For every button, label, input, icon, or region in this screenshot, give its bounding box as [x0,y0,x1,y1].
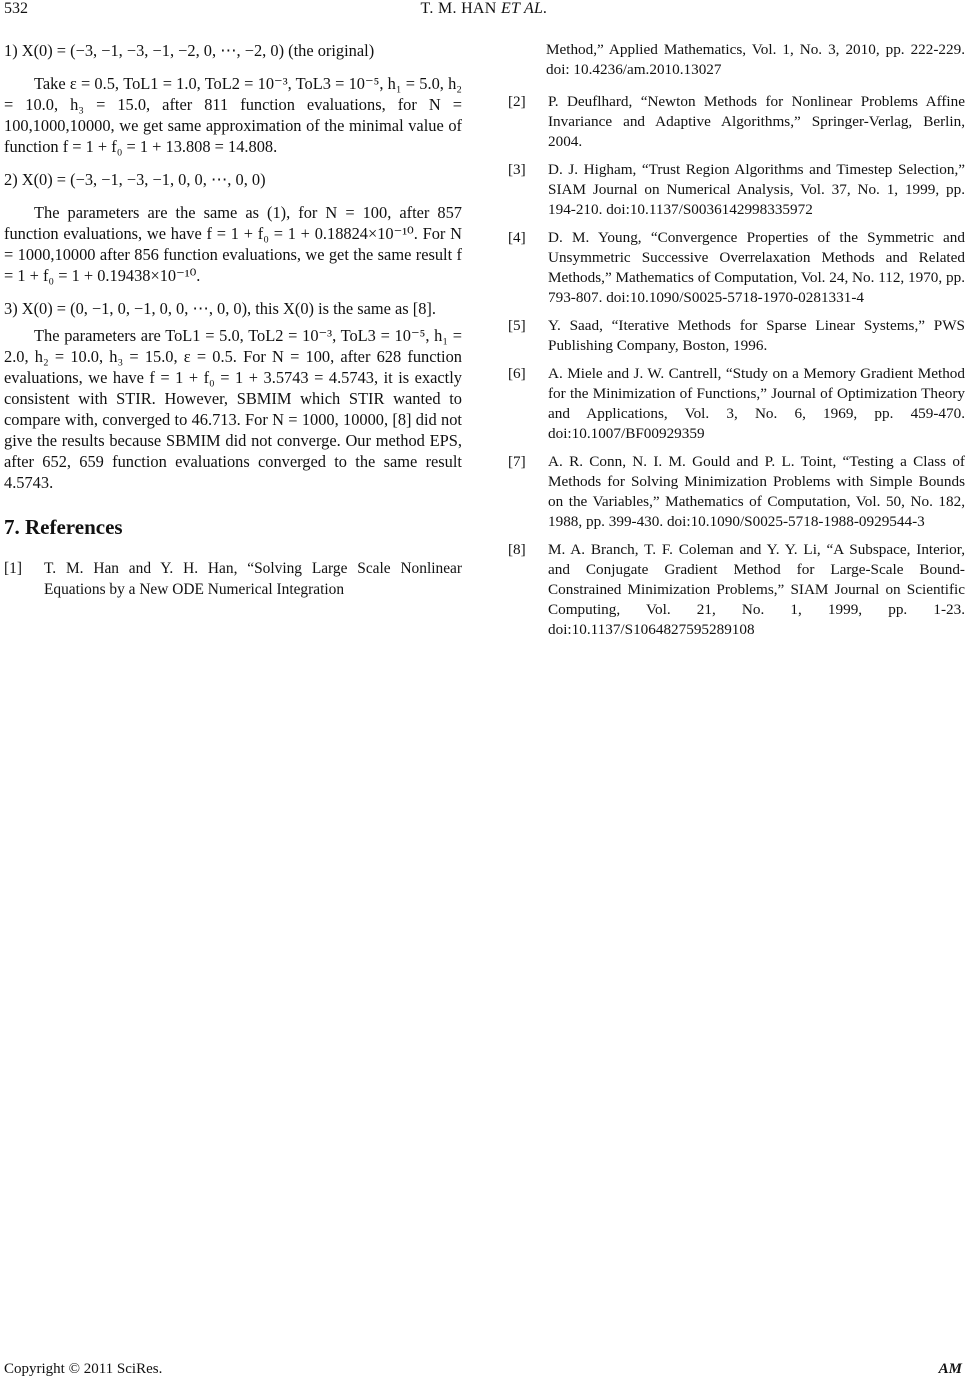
reference-number: [7] [508,453,526,470]
reference-item [508,92,965,152]
reference-item [508,160,965,220]
section-title-references: 7. References [4,515,123,539]
reference-number: [3] [508,161,526,178]
reference-number: [2] [508,93,526,110]
reference-number: [5] [508,317,526,334]
reference-item [4,558,462,600]
reference-continuation: Method,” Applied Mathematics, Vol. 1, No. 3, 2010, pp. 222-229. doi: 10.4236/am.2010.13027 [546,41,965,78]
running-head [0,0,968,18]
reference-text: D. M. Young, “Convergence Properties of the Symmetric and Unsymmetric Successive Overrelaxation Methods and Related Methods,” Mathematics of Computation, Vol. 24, No. 112, 1970, pp. 793-807. doi:10.1090/S0025-5718-1970-0281331-4 [548,229,965,306]
initial-point-eq-2: 2) X(0) = (−3, −1, −3, −1, 0, 0, ⋯, 0, 0) [4,170,266,189]
running-head-authors: T. M. HAN [420,0,497,17]
running-head-etal: ET AL. [500,0,548,17]
left-column [4,40,462,612]
reference-text: P. Deuflhard, “Newton Methods for Nonlinear Problems Affine Invariance and Adaptive Algorithms,” Springer-Verlag, Berlin, 2004. [548,93,965,150]
initial-point-eq-1: 1) X(0) = (−3, −1, −3, −1, −2, 0, ⋯, −2, 0) (the original) [4,41,375,60]
paragraph-case-3: The parameters are ToL1 = 5.0, ToL2 = 10⁻³, ToL3 = 10⁻⁵, h₁ = 2.0, h₂ = 10.0, h₃ = 15.0, ε = 0.5. For N = 100, after 628 function evaluations, we have f = 1 + f₀ = 1 + 3.5743 = 4.5743, it is exactly consistent with STIR. However, SBMIM which STIR wanted to compare with, converged to 46.713. For N = 1000, 10000, [8] did not give the results because SBMIM did not converge. Our method EPS, after 652, 659 function evaluations converged to the same result 4.5743. [4,326,462,492]
reference-item [508,228,965,308]
reference-number: [8] [508,541,526,558]
reference-text: D. J. Higham, “Trust Region Algorithms and Timestep Selection,” SIAM Journal on Numerical Analysis, Vol. 37, No. 1, 1999, pp. 194-210. doi:10.1137/S0036142998335972 [548,161,965,218]
reference-text: M. A. Branch, T. F. Coleman and Y. Y. Li, “A Subspace, Interior, and Conjugate Gradient Method for Large-Scale Bound-Constrained Minimization Problems,” SIAM Journal on Scientific Computing, Vol. 21, No. 1, 1999, pp. 1-23. doi:10.1137/S1064827595289108 [548,541,965,638]
page-footer [0,1361,968,1383]
reference-item [508,316,965,356]
reference-number: [1] [4,560,22,577]
page-number: 532 [4,0,28,17]
reference-text: T. M. Han and Y. H. Han, “Solving Large Scale Nonlinear Equations by a New ODE Numerical Integration [44,560,462,598]
paragraph-case-1: Take ε = 0.5, ToL1 = 1.0, ToL2 = 10⁻³, ToL3 = 10⁻⁵, h₁ = 5.0, h₂ = 10.0, h₃ = 15.0, after 811 function evaluations, for N = 100,1000,10000, we get same approximation of the minimal value of function f = 1 + f₀ = 1 + 13.808 = 14.808. [4,74,462,156]
reference-text: Y. Saad, “Iterative Methods for Sparse Linear Systems,” PWS Publishing Company, Boston, 1996. [548,317,965,354]
reference-text: A. R. Conn, N. I. M. Gould and P. L. Toint, “Testing a Class of Methods for Solving Minimization Problems with Simple Bounds on the Variables,” Mathematics of Computation, Vol. 50, No. 182, 1988, pp. 399-430. doi:10.1090/S0025-5718-1988-0929544-3 [548,453,965,530]
journal-abbreviation: AM [938,1361,962,1377]
reference-item [508,540,965,640]
initial-point-eq-3: 3) X(0) = (0, −1, 0, −1, 0, 0, ⋯, 0, 0), this X(0) is the same as [8]. [4,299,436,318]
reference-number: [6] [508,365,526,382]
reference-number: [4] [508,229,526,246]
reference-item [508,364,965,444]
running-header [0,0,968,24]
paragraph-case-2: The parameters are the same as (1), for N = 100, after 857 function evaluations, we have f = 1 + f₀ = 1 + 0.18824×10⁻¹⁰. For N = 1000,10000 after 856 function evaluations, we get the same result f = 1 + f₀ = 1 + 0.19438×10⁻¹⁰. [4,203,462,285]
right-column [508,40,965,648]
reference-item [508,452,965,532]
reference-text: A. Miele and J. W. Cantrell, “Study on a Memory Gradient Method for the Minimization of Functions,” Journal of Optimization Theory and Applications, Vol. 3, No. 6, 1969, pp. 459-470. doi:10.1007/BF00929359 [548,365,965,442]
copyright-notice: Copyright © 2011 SciRes. [4,1361,163,1377]
